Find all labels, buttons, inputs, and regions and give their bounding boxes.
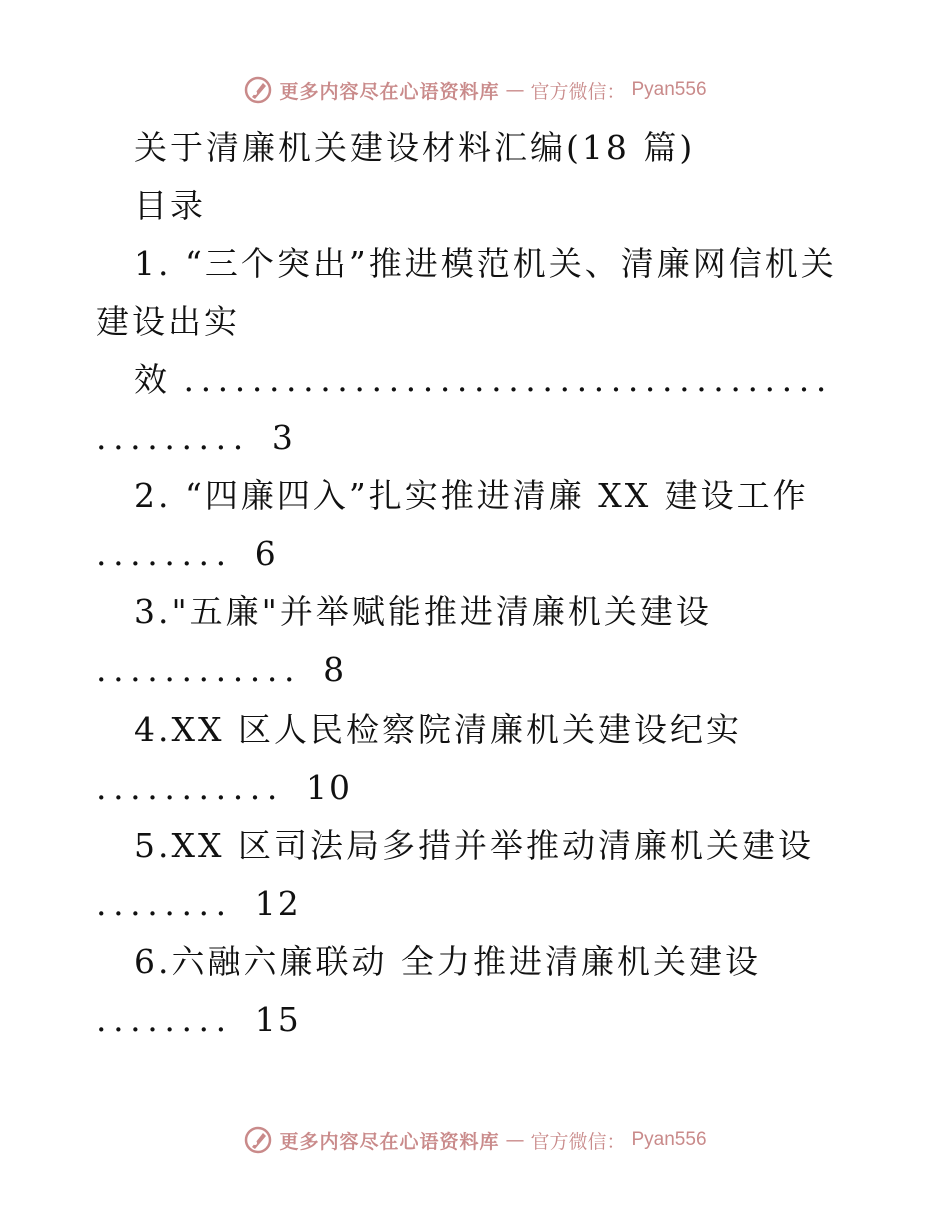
- toc-entry-2-page-line: [96, 534, 278, 574]
- watermark-separator: —: [505, 1129, 525, 1151]
- toc-entry-1-title-end: 效: [134, 360, 170, 399]
- toc-entry-2-title: 2. “四廉四入”扎实推进清廉 XX 建设工作: [134, 476, 809, 515]
- toc-entry-5-page-number: 12: [254, 884, 301, 923]
- toc-entry-1-leader-1: ......................................: [183, 360, 833, 399]
- toc-entry-3-title: 3."五廉"并举赋能推进清廉机关建设: [134, 592, 712, 631]
- toc-entry-1-title-line-2: 建设出实: [96, 302, 240, 341]
- pen-nib-logo-icon: [243, 1125, 273, 1155]
- watermark-separator: —: [505, 79, 525, 101]
- document-title: 关于清廉机关建设材料汇编(18 篇): [134, 128, 696, 167]
- toc-entry-4-leader: ...........: [96, 768, 284, 807]
- toc-entry-5-leader: ........: [96, 884, 233, 923]
- toc-entry-3-leader: ............: [96, 650, 302, 689]
- watermark-banner-bottom: [0, 1120, 950, 1160]
- watermark-suffix-text: 官方微信：: [530, 1130, 626, 1153]
- toc-entry-6-page-number: 15: [254, 1000, 301, 1039]
- toc-entry-4-page-number: 10: [306, 768, 352, 807]
- toc-entry-6-title: 6.六融六廉联动 全力推进清廉机关建设: [134, 942, 761, 981]
- watermark-main-text: 更多内容尽在心语资料库: [279, 1130, 500, 1153]
- toc-entry-6-leader: ........: [96, 1000, 233, 1039]
- toc-entry-1-leader-2: .........: [96, 418, 250, 457]
- toc-entry-3-page-number: 8: [323, 650, 347, 689]
- toc-entry-2-leader: ........: [96, 534, 233, 573]
- toc-entry-1-title-line-3: [134, 360, 833, 400]
- watermark-wechat-id: Pyan556: [631, 79, 707, 100]
- watermark-main-text: 更多内容尽在心语资料库: [279, 80, 500, 103]
- toc-entry-1-title-line-1: 1. “三个突出”推进模范机关、清廉网信机关: [134, 244, 837, 283]
- toc-entry-1-page-line: [96, 418, 295, 458]
- toc-entry-5-title: 5.XX 区司法局多措并举推动清廉机关建设: [134, 826, 814, 865]
- watermark-suffix-text: 官方微信：: [530, 80, 626, 103]
- toc-entry-3-page-line: [96, 650, 346, 690]
- toc-entry-4-page-line: [96, 768, 352, 808]
- toc-entry-6-page-line: [96, 1000, 301, 1040]
- toc-entry-1-page-number: 3: [271, 418, 295, 457]
- toc-entry-2-page-number: 6: [254, 534, 278, 573]
- toc-heading: 目录: [134, 186, 206, 225]
- watermark-wechat-id: Pyan556: [631, 1129, 707, 1150]
- toc-entry-4-title: 4.XX 区人民检察院清廉机关建设纪实: [134, 710, 742, 749]
- toc-entry-5-page-line: [96, 884, 301, 924]
